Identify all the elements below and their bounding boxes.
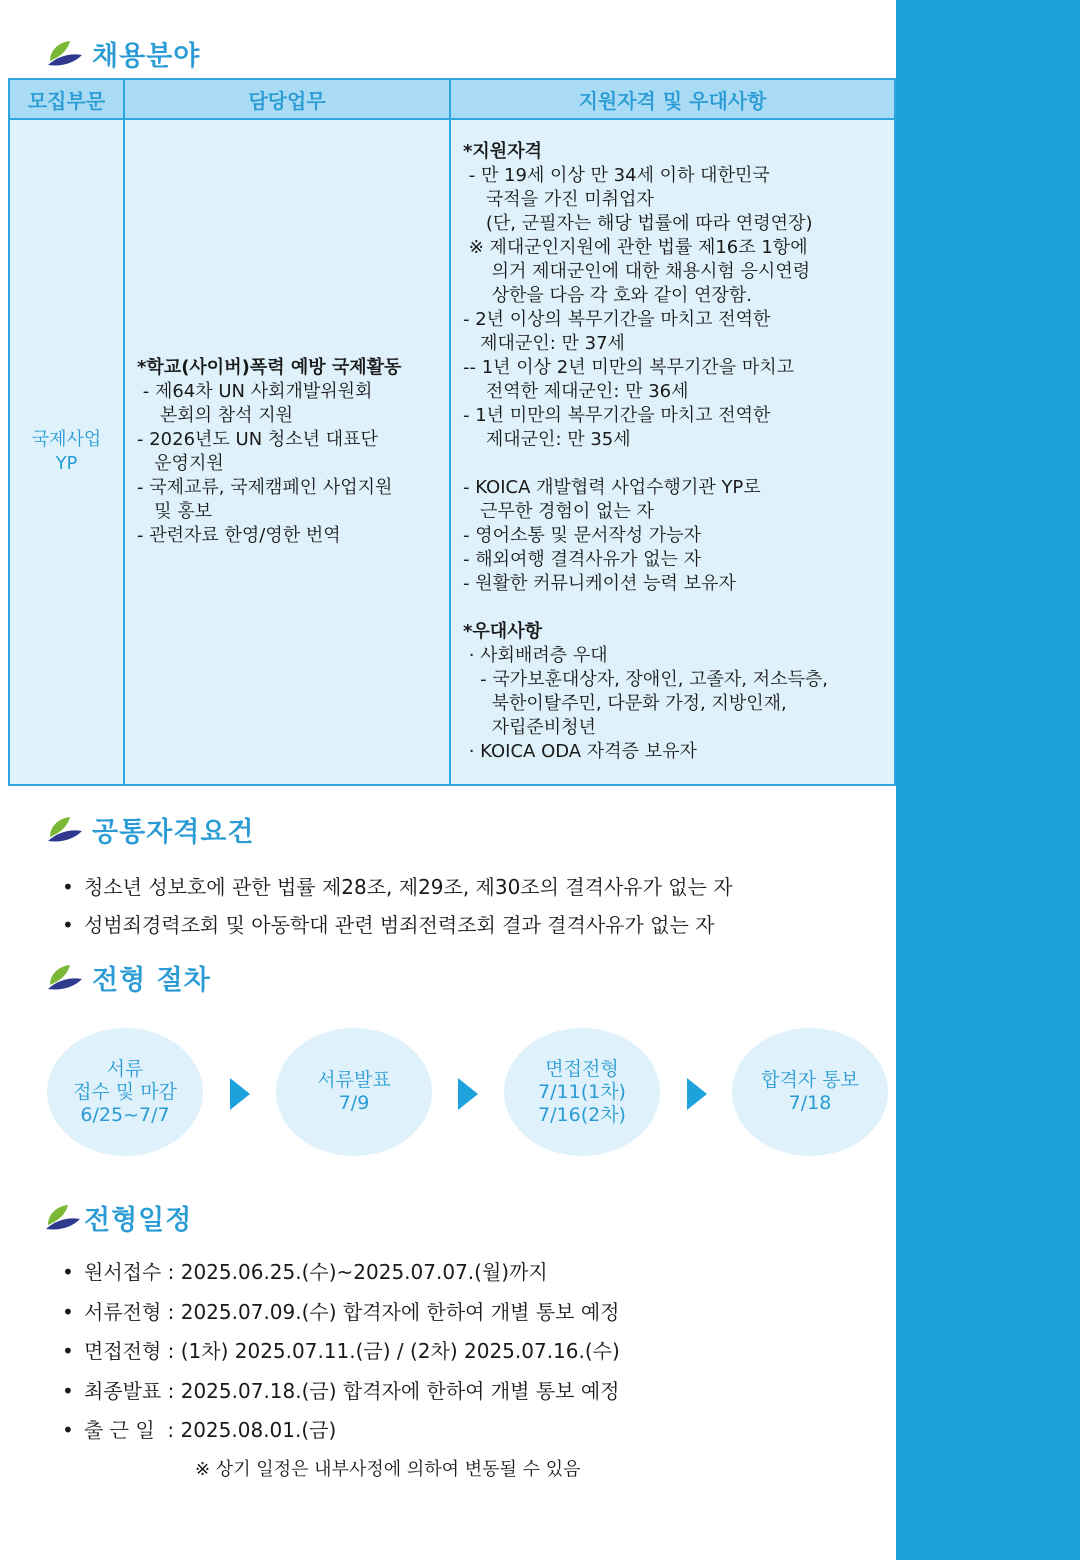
qualification-line: 의거 제대군인에 대한 채용시험 응시연령 bbox=[463, 261, 811, 282]
preference-line: · 사회배려층 우대 bbox=[463, 645, 608, 666]
process-step-label: 서류 bbox=[106, 1057, 144, 1080]
process-step-document-result bbox=[276, 1028, 432, 1156]
dept-code: YP bbox=[55, 453, 78, 474]
spacer bbox=[463, 596, 888, 620]
list-item: • 성범죄경력조회 및 아동학대 관련 범죄전력조회 결과 결격사유가 없는 자 bbox=[62, 906, 733, 944]
duties-title: *학교(사이버)폭력 예방 국제활동 bbox=[137, 357, 402, 378]
qualification-line: - 만 19세 이상 만 34세 이하 대한민국 bbox=[463, 165, 770, 186]
schedule-note: ※ 상기 일정은 내부사정에 의하여 변동될 수 있음 bbox=[195, 1459, 581, 1480]
list-item: • 원서접수 : 2025.06.25.(수)~2025.07.07.(월)까지 bbox=[62, 1253, 620, 1293]
duty-line: - 국제교류, 국제캠페인 사업지원 bbox=[137, 477, 393, 498]
section-title-schedule bbox=[44, 1198, 192, 1237]
section-title-common-text: 공통자격요건 bbox=[92, 817, 255, 848]
qualification-line: - 2년 이상의 복무기간을 마치고 전역한 bbox=[463, 309, 771, 330]
duty-line: - 2026년도 UN 청소년 대표단 bbox=[137, 429, 378, 450]
process-step-label: 서류발표 bbox=[317, 1069, 391, 1091]
duty-line: 및 홍보 bbox=[137, 501, 213, 522]
side-accent-bar bbox=[896, 0, 1080, 1560]
preference-line: - 국가보훈대상자, 장애인, 고졸자, 저소득층, bbox=[463, 669, 829, 690]
table-row bbox=[9, 119, 895, 785]
qualifications-title: *지원자격 bbox=[463, 141, 542, 162]
process-step-label: 접수 및 마감 bbox=[73, 1080, 177, 1103]
section-title-schedule-text: 전형일정 bbox=[84, 1205, 193, 1236]
qualification-line: (단, 군필자는 해당 법률에 따라 연령연장) bbox=[463, 213, 813, 234]
list-item: • 청소년 성보호에 관한 법률 제28조, 제29조, 제30조의 결격사유가 없는 자 bbox=[62, 868, 733, 906]
list-item: • 출 근 일 : 2025.08.01.(금) bbox=[62, 1411, 620, 1451]
section-title-process bbox=[46, 958, 211, 997]
qualification-line: 근무한 경험이 없는 자 bbox=[463, 501, 654, 522]
recruitment-table bbox=[8, 78, 896, 786]
qualification-line: 전역한 제대군인: 만 36세 bbox=[463, 381, 689, 402]
duty-line: 본회의 참석 지원 bbox=[137, 405, 294, 426]
process-step-label: 합격자 통보 bbox=[761, 1069, 859, 1091]
qualification-line: 국적을 가진 미취업자 bbox=[463, 189, 654, 210]
process-step-date: 7/11(1차) bbox=[538, 1080, 626, 1103]
qualification-line: 제대군인: 만 35세 bbox=[463, 429, 631, 450]
preferences-title: *우대사항 bbox=[463, 621, 542, 642]
dept-name: 국제사업 bbox=[31, 429, 102, 450]
list-item: • 서류전형 : 2025.07.09.(수) 합격자에 한하여 개별 통보 예정 bbox=[62, 1293, 620, 1333]
section-title-process-text: 전형 절차 bbox=[92, 965, 211, 996]
process-step-application bbox=[47, 1028, 203, 1156]
preference-line: 자립준비청년 bbox=[463, 717, 596, 738]
leaf-icon bbox=[46, 815, 84, 845]
header-qualifications: 지원자격 및 우대사항 bbox=[450, 79, 895, 119]
common-requirements-list bbox=[62, 868, 733, 944]
process-step-date: 7/18 bbox=[788, 1092, 832, 1114]
process-step-date: 7/16(2차) bbox=[538, 1103, 626, 1126]
list-item: • 최종발표 : 2025.07.18.(금) 합격자에 한하여 개별 통보 예정 bbox=[62, 1372, 620, 1412]
preference-line: · KOICA ODA 자격증 보유자 bbox=[463, 741, 697, 762]
qualification-line: - 영어소통 및 문서작성 가능자 bbox=[463, 525, 702, 546]
process-step-date: 7/9 bbox=[338, 1092, 370, 1114]
process-step-interview bbox=[504, 1028, 660, 1156]
arrow-right-icon bbox=[687, 1078, 707, 1110]
section-title-common bbox=[46, 810, 255, 849]
duties-cell bbox=[124, 119, 450, 785]
qualification-line: ※ 제대군인지원에 관한 법률 제16조 1항에 bbox=[463, 237, 808, 258]
duty-line: - 제64차 UN 사회개발위원회 bbox=[137, 381, 373, 402]
process-step-final-notice bbox=[732, 1028, 888, 1156]
process-step-date: 6/25~7/7 bbox=[80, 1103, 170, 1126]
list-item: • 면접전형 : (1차) 2025.07.11.(금) / (2차) 2025.07.16.(수) bbox=[62, 1332, 620, 1372]
dept-cell bbox=[9, 119, 124, 785]
process-step-label: 면접전형 bbox=[545, 1057, 619, 1080]
duty-line: - 관련자료 한영/영한 번역 bbox=[137, 525, 341, 546]
duty-line: 운영지원 bbox=[137, 453, 224, 474]
qualification-line: - KOICA 개발협력 사업수행기관 YP로 bbox=[463, 477, 761, 498]
qualification-line: - 원활한 커뮤니케이션 능력 보유자 bbox=[463, 573, 736, 594]
header-duties: 담당업무 bbox=[124, 79, 450, 119]
qualification-line: 상한을 다음 각 호와 같이 연장함. bbox=[463, 285, 752, 306]
arrow-right-icon bbox=[230, 1078, 250, 1110]
table-header-row bbox=[9, 79, 895, 119]
arrow-right-icon bbox=[458, 1078, 478, 1110]
schedule-list bbox=[62, 1253, 620, 1451]
process-flow bbox=[0, 1028, 896, 1158]
preference-line: 북한이탈주민, 다문화 가정, 지방인재, bbox=[463, 693, 787, 714]
qualifications-cell bbox=[450, 119, 895, 785]
leaf-icon bbox=[44, 1203, 82, 1233]
qualification-line: 제대군인: 만 37세 bbox=[463, 333, 625, 354]
header-dept: 모집부문 bbox=[9, 79, 124, 119]
qualification-line: -- 1년 이상 2년 미만의 복무기간을 마치고 bbox=[463, 357, 795, 378]
leaf-icon bbox=[46, 963, 84, 993]
qualification-line: - 해외여행 결격사유가 없는 자 bbox=[463, 549, 702, 570]
section-title-field-text: 채용분야 bbox=[92, 41, 201, 72]
spacer bbox=[463, 452, 888, 476]
qualification-line: - 1년 미만의 복무기간을 마치고 전역한 bbox=[463, 405, 771, 426]
leaf-icon bbox=[46, 39, 84, 69]
section-title-field bbox=[46, 34, 200, 73]
